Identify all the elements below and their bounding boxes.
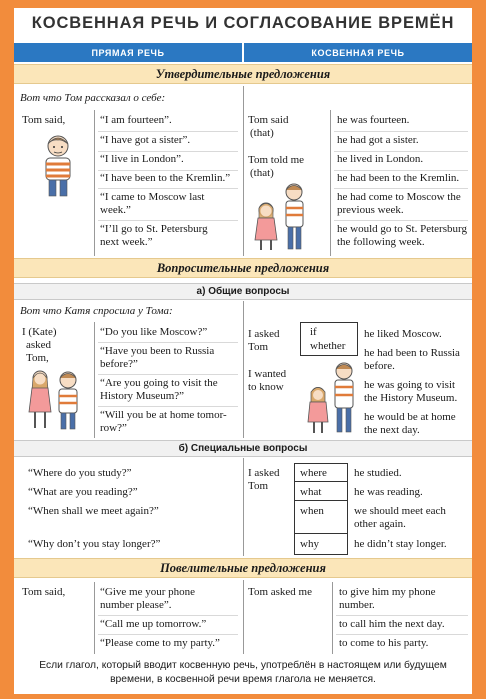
general-direct-3: “Are you going to visit the [100, 377, 218, 389]
row-divider [98, 406, 238, 407]
special-direct-1: “Where do you study?” [28, 467, 132, 479]
conj-if: if [310, 326, 317, 338]
affirmative-direct-1: “I am fourteen”. [100, 114, 172, 126]
wh-when: when [300, 505, 324, 517]
reference-card [14, 8, 472, 694]
affirmative-indirect-6: he would go to St. Petersburg [337, 223, 467, 235]
general-indirect-1: he liked Moscow. [364, 328, 442, 340]
column-divider [243, 580, 244, 654]
row-divider [334, 188, 468, 189]
row-divider [98, 151, 238, 152]
affirmative-direct-6: “I’ll go to St. Petersburg [100, 223, 208, 235]
affirmative-reporter-1-sub: (that) [250, 127, 274, 139]
row-divider [336, 634, 468, 635]
row-divider [98, 342, 238, 343]
column-header-indirect: КОСВЕННАЯ РЕЧЬ [244, 43, 472, 62]
section-imperative-heading: Повелительные предложения [14, 558, 472, 578]
imperative-direct-1: “Give me your phone [100, 586, 195, 598]
divider [330, 110, 331, 256]
boy-illustration-icon [30, 132, 86, 200]
wh-why: why [300, 538, 319, 550]
affirmative-reporter-2: Tom told me [248, 154, 305, 166]
general-direct-2: “Have you been to Russia [100, 345, 215, 357]
special-indirect-1: he studied. [354, 467, 402, 479]
divider [94, 110, 95, 256]
special-indirect-2: he was reading. [354, 486, 423, 498]
conj-whether: whether [310, 340, 346, 352]
general-indirect-2b: before. [364, 360, 395, 372]
row-divider [98, 131, 238, 132]
divider [94, 582, 95, 654]
divider [94, 322, 95, 438]
special-indirect-3b: other again. [354, 518, 406, 530]
special-indirect-4: he didn’t stay longer. [354, 538, 447, 550]
special-reporter-2: Tom [248, 480, 269, 492]
footer-note [20, 659, 466, 687]
imperative-indirect-3: to come to his party. [339, 637, 429, 649]
column-divider [243, 458, 244, 556]
special-questions-heading: б) Специальные вопросы [14, 440, 472, 457]
general-indirect-3b: the History Museum. [364, 392, 458, 404]
general-indirect-4: he would be at home [364, 411, 456, 423]
row-divider [98, 634, 238, 635]
general-intro: Вот что Катя спросила у Тома: [20, 305, 173, 317]
wh-where: where [300, 467, 327, 479]
affirmative-direct-5: “I came to Moscow last [100, 191, 205, 203]
row-divider [334, 151, 468, 152]
affirmative-speaker: Tom said, [22, 114, 66, 126]
footer-line-2: времени, в косвенной речи время глагола не меняется. [110, 674, 376, 685]
imperative-direct-3: “Please come to my party.” [100, 637, 220, 649]
row-divider [334, 131, 468, 132]
row-divider [98, 615, 238, 616]
box-divider [295, 533, 347, 534]
general-indirect-3: he was going to visit [364, 379, 456, 391]
imperative-direct-1b: number please”. [100, 599, 172, 611]
general-direct-3b: History Museum?” [100, 390, 185, 402]
row-divider [98, 170, 238, 171]
special-direct-4: “Why don’t you stay longer?” [28, 538, 161, 550]
general-direct-1: “Do you like Moscow?” [100, 326, 208, 338]
divider [332, 582, 333, 654]
affirmative-indirect-1: he was fourteen. [337, 114, 410, 126]
row-divider [334, 220, 468, 221]
footer-line-1: Если глагол, который вводит косвенную речь, употреблён в настоящем или будущем [39, 660, 447, 671]
affirmative-indirect-6b: the following week. [337, 236, 425, 248]
general-reporter-2b: to know [248, 381, 284, 393]
general-direct-4b: row?” [100, 422, 127, 434]
page-title: КОСВЕННАЯ РЕЧЬ И СОГЛАСОВАНИЕ ВРЕМЁН [31, 14, 455, 32]
general-direct-2b: before?” [100, 358, 138, 370]
affirmative-reporter-2-sub: (that) [250, 167, 274, 179]
special-reporter-1: I asked [248, 467, 280, 479]
special-direct-2: “What are you reading?” [28, 486, 138, 498]
imperative-indirect-1b: number. [339, 599, 375, 611]
row-divider [98, 374, 238, 375]
affirmative-direct-5b: week.” [100, 204, 131, 216]
box-divider [295, 481, 347, 482]
affirmative-direct-6b: next week.” [100, 236, 153, 248]
people-illustration-icon [246, 180, 318, 252]
general-speaker-3: Tom, [26, 352, 49, 364]
column-header-direct: ПРЯМАЯ РЕЧЬ [14, 43, 242, 62]
general-indirect-4b: the next day. [364, 424, 420, 436]
box-divider [295, 500, 347, 501]
special-direct-3: “When shall we meet again?” [28, 505, 159, 517]
row-divider [98, 188, 238, 189]
general-direct-4: “Will you be at home tomor- [100, 409, 227, 421]
affirmative-indirect-3: he lived in London. [337, 153, 424, 165]
man-girl-illustration-icon [304, 360, 366, 436]
special-indirect-3: we should meet each [354, 505, 446, 517]
imperative-speaker: Tom said, [22, 586, 66, 598]
general-reporter-1b: Tom [248, 341, 269, 353]
general-reporter-1a: I asked [248, 328, 280, 340]
general-indirect-2: he had been to Russia [364, 347, 460, 359]
general-reporter-2a: I wanted [248, 368, 287, 380]
affirmative-indirect-2: he had got a sister. [337, 134, 419, 146]
imperative-indirect-1: to give him my phone [339, 586, 436, 598]
column-divider [243, 301, 244, 438]
column-divider [243, 86, 244, 256]
affirmative-indirect-5: he had come to Moscow the [337, 191, 461, 203]
imperative-direct-2: “Call me up tomorrow.” [100, 618, 207, 630]
row-divider [336, 615, 468, 616]
affirmative-direct-4: “I have been to the Kremlin.” [100, 172, 231, 184]
general-questions-heading: а) Общие вопросы [14, 283, 472, 300]
row-divider [334, 170, 468, 171]
section-affirmative-heading: Утвердительные предложения [14, 64, 472, 84]
affirmative-direct-3: “I live in London”. [100, 153, 184, 165]
affirmative-indirect-5b: previous week. [337, 204, 404, 216]
wh-what: what [300, 486, 322, 498]
affirmative-intro: Вот что Том рассказал о себе: [20, 92, 166, 104]
affirmative-reporter-1: Tom said [248, 114, 289, 126]
row-divider [98, 220, 238, 221]
imperative-reporter: Tom asked me [248, 586, 312, 598]
affirmative-indirect-4: he had been to the Kremlin. [337, 172, 460, 184]
imperative-indirect-2: to call him the next day. [339, 618, 445, 630]
kids-illustration-icon [22, 366, 88, 432]
general-speaker-2: asked [26, 339, 52, 351]
section-interrogative-heading: Вопросительные предложения [14, 258, 472, 278]
general-speaker-1: I (Kate) [22, 326, 57, 338]
affirmative-direct-2: “I have got a sister”. [100, 134, 191, 146]
